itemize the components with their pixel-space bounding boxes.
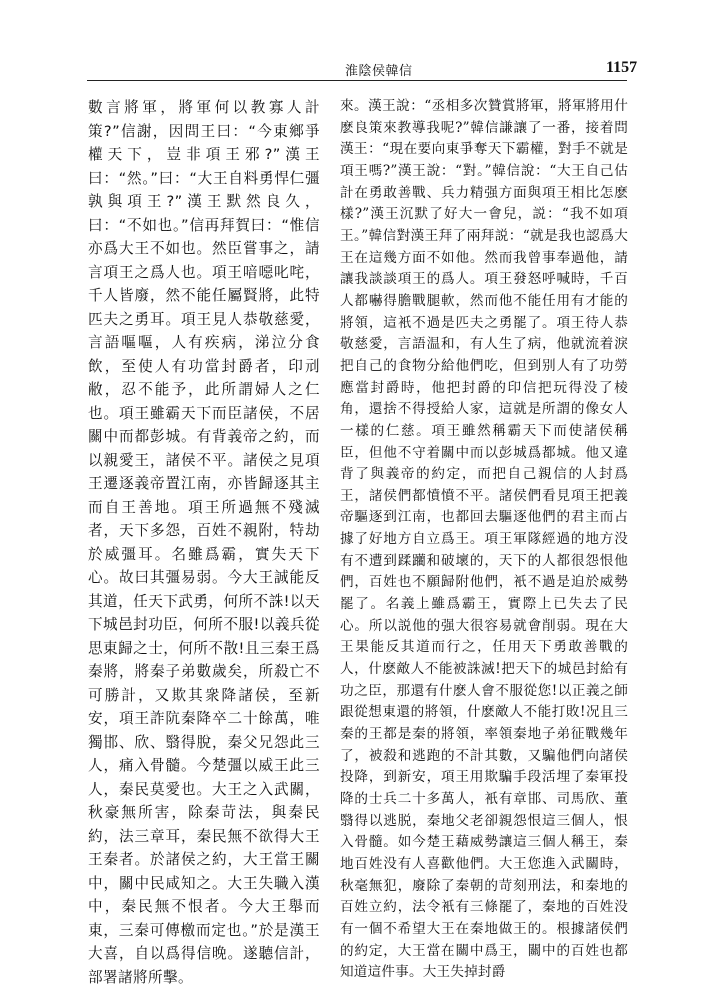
header-rule bbox=[87, 80, 627, 81]
running-title: 淮陰侯韓信 bbox=[345, 64, 413, 79]
classical-text-column: 數言將軍，將軍何以教寡人計策?”信謝，因問王曰：“今東鄉爭權天下，豈非項王邪?”漢王曰：“然。”曰：“大王自料勇悍仁彊孰與項王?”漢王默然良久，曰：“不如也。”信再拜賀曰：“惟信亦爲大王不如也。然臣嘗事之，請言項王之爲人也。項王喑噁叱咤，千人皆廢，然不能任屬賢將，此特匹夫之勇耳。項王見人恭敬慈愛，言語嘔嘔，人有疾病，涕泣分食飲，至使人有功當封爵者，印刓敝，忍不能予，此所謂婦人之仁也。項王雖霸天下而臣諸侯，不居關中而都彭城。有背義帝之約，而以親愛王，諸侯不平。諸侯之見項王遷逐義帝置江南，亦皆歸逐其主而自王善地。項王所過無不殘滅者，天下多怨，百姓不親附，特劫於威彊耳。名雖爲霸，實失天下心。故曰其彊易弱。今大王誠能反其道，任天下武勇，何所不誅!以天下城邑封功臣，何所不服!以義兵從思東歸之士，何所不散!且三秦王爲秦將，將秦子弟數歲矣，所殺亡不可勝計，又欺其衆降諸侯，至新安，項王詐阬秦降卒二十餘萬，唯獨邯、欣、翳得脫，秦父兄怨此三人，痛入骨髓。今楚彊以威王此三人，秦民莫愛也。大王之入武關，秋豪無所害，除秦苛法，與秦民約，法三章耳，秦民無不欲得大王王秦者。於諸侯之約，大王當王關中，關中民咸知之。大王失職入漢中，秦民無不恨者。今大王舉而東，三秦可傳檄而定也。”於是漢王大喜，自以爲得信晚。遂聽信計，部署諸將所擊。 bbox=[88, 99, 320, 986]
page-header bbox=[0, 0, 716, 84]
page-number: 1157 bbox=[606, 59, 638, 76]
translation-text-column: 來。漢王說：“丞相多次贊賞將軍，將軍將用什麽良策來教導我呢?”韓信謙讓了一番，接着問漢王：“現在要向東爭奪天下霸權，對手不就是項王嗎?”漢王說：“對。”韓信說：“大王自己估計在勇敢善戰、兵力精强方面與項王相比怎麽樣?”漢王沉默了好大一會兒，説：“我不如項王。”韓信對漢王拜了兩拜説：“就是我也認爲大王在這幾方面不如他。然而我曾事奉過他，請讓我談談項王的爲人。項王發怒呼喊時，千百人都嚇得膽戰腿軟，然而他不能任用有才能的將領，這衹不過是匹夫之勇罷了。項王待人恭敬慈愛，言語温和，有人生了病，他就流着淚把自己的食物分給他們吃，但到别人有了功勞應當封爵時，他把封爵的印信把玩得没了棱角，還捨不得授給人家，這就是所謂的像女人一樣的仁慈。項王雖然稱霸天下而使諸侯稱臣，但他不守着關中而以彭城爲都城。他又違背了與義帝的約定，而把自己親信的人封爲王，諸侯們都憤憤不平。諸侯們看見項王把義帝驅逐到江南，也都回去驅逐他們的君主而占據了好地方自立爲王。項王軍隊經過的地方没有不遭到蹂躪和破壞的，天下的人都很怨恨他們，百姓也不願歸附他們，衹不過是迫於威勢罷了。名義上雖爲霸王，實際上已失去了民心。所以説他的强大很容易就會削弱。現在大王果能反其道而行之，任用天下勇敢善戰的人，什麽敵人不能被誅滅!把天下的城邑封給有功之臣，那還有什麽人會不服從您!以正義之師跟從想東還的將領，什麽敵人不能打敗!况且三秦的王都是秦的將領，率領秦地子弟征戰幾年了，被殺和逃跑的不計其數，又騙他們向諸侯投降，到新安，項王用欺騙手段活埋了秦軍投降的士兵二十多萬人，衹有章邯、司馬欣、董翳得以逃脱，秦地父老卻親怨恨這三個人，恨入骨髓。如今楚王藉威勢讓這三個人稱王，秦地百姓没有人喜歡他們。大王您進入武關時，秋毫無犯，廢除了秦朝的苛刻刑法，和秦地的百姓立約，法令衹有三條罷了，秦地的百姓没有一個不希望大王在秦地做王的。根據諸侯們的約定，大王當在關中爲王，關中的百姓也都知道這件事。大王失掉封爵 bbox=[340, 98, 628, 981]
